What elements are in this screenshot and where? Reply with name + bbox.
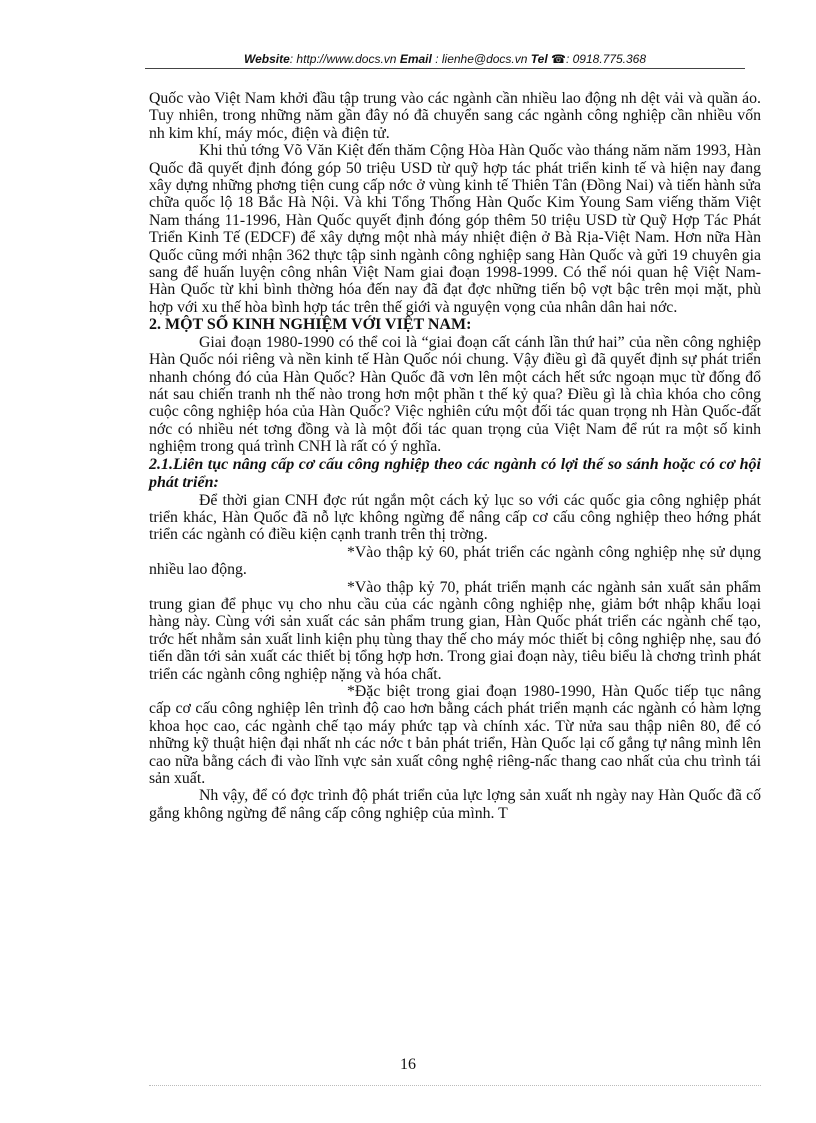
tel-value: : 0918.775.368 <box>565 52 647 66</box>
bottom-divider <box>149 1085 761 1086</box>
paragraph-1: Quốc vào Việt Nam khởi đầu tập trung vào các ngành cần nhiều lao động nh dệt vải và quần áo. Tuy nhiên, trong những năm gần đây nó đã chuyển sang các ngành công nghiệp cần nhiều vốn nh kim khí, máy móc, điện và điện tử. <box>149 90 761 142</box>
website-value: : http://www.docs.vn <box>289 52 397 66</box>
document-body <box>149 90 761 822</box>
page-number: 16 <box>400 1056 416 1073</box>
tel-label: Tel ☎ <box>530 52 566 66</box>
paragraph-5: *Vào thập kỷ 60, phát triển các ngành công nghiệp nhẹ sử dụng nhiều lao động. <box>149 543 761 579</box>
paragraph-2: Khi thủ tớng Võ Văn Kiệt đến thăm Cộng Hòa Hàn Quốc vào tháng năm năm 1993, Hàn Quốc đã quyết định đóng góp 50 triệu USD từ quỹ hợp tác phát triển kinh tế và hiện nay đang xây dựng những phơng tiện cung cấp nớc ở vùng kinh tế Thiên Tân (Đồng Nai) và tiến hành sửa chữa quốc lộ 18 Bắc Hà Nội. Và khi Tổng Thống Hàn Quốc Kim Young Sam viếng thăm Việt Nam tháng 11-1996, Hàn Quốc quyết định đóng góp thêm 50 triệu USD từ Quỹ Hợp Tác Phát Triển Kinh Tế (EDCF) để xây dựng một nhà máy nhiệt điện ở Bà Rịa-Việt Nam. Hơn nữa Hàn Quốc cũng mới nhận 362 thực tập sinh ngành công nghiệp sang Hàn Quốc và gửi 19 chuyên gia sang để huấn luyện công nhân Việt Nam giai đoạn 1998-1999. Có thể nói quan hệ Việt Nam-Hàn Quốc từ khi bình thờng hóa đến nay đã đạt đợc những tiến bộ vợt bậc trên mọi mặt, phù hợp với xu thế hòa bình hợp tác trên thế giới và nguyện vọng của nhân dân hai nớc. <box>149 142 761 316</box>
paragraph-6: *Vào thập kỷ 70, phát triển mạnh các ngành sản xuất sản phẩm trung gian để phục vụ cho nhu cầu của các ngành công nghiệp nhẹ, giảm bớt nhập khẩu loại hàng này. Cùng với sản xuất các sản phẩm trung gian, Hàn Quốc phát triển các ngành chế tạo, trớc hết nhằm sản xuất linh kiện phụ tùng thay thế cho máy móc thiết bị công nghiệp nhẹ, sau đó tiến dần tới sản xuất các thiết bị tổng hợp hơn. Trong giai đoạn này, tiêu biểu là chơng trình phát triển các ngành công nghiệp nặng và hóa chất. <box>149 578 761 683</box>
section-heading-2: 2. MỘT SỐ KINH NGHIỆM VỚI VIỆT NAM: <box>149 316 472 334</box>
paragraph-3: Giai đoạn 1980-1990 có thể coi là “giai đoạn cất cánh lần thứ hai” của nền công nghiệp Hàn Quốc nói riêng và nền kinh tế Hàn Quốc nói chung. Vậy điều gì đã quyết định sự phát triển nhanh chóng đó của Hàn Quốc? Hàn Quốc đã vơn lên một cách hết sức ngoạn mục từ đống đổ nát sau chiến tranh nh thế nào trong hơn một phần t thế kỷ qua? Điều gì là chìa khóa cho công cuộc công nghiệp hóa của Hàn Quốc? Việc nghiên cứu một đối tác quan trọng nh Hàn Quốc-đất nớc có nhiều nét tơng đồng và là một đối tác quan trọng của Việt Nam để rút ra một số kinh nghiệm trong quá trình CNH là rất có ý nghĩa. <box>149 333 761 456</box>
subsection-heading-2-1: 2.1.Liên tục nâng cấp cơ cấu công nghiệp theo các ngành có lợi thế so sánh hoặc có cơ hội phát triển: <box>149 455 761 491</box>
paragraph-7: *Đặc biệt trong giai đoạn 1980-1990, Hàn Quốc tiếp tục nâng cấp cơ cấu công nghiệp lên trình độ cao hơn bằng cách phát triển mạnh các ngành có hàm lợng khoa học cao, các ngành chế tạo máy phức tạp và chính xác. Từ nửa sau thập niên 80, để có những kỹ thuật hiện đại nhất nh các nớc t bản phát triển, Hàn Quốc lại cố gắng tự nâng mình lên cao nữa bằng cách đi vào lĩnh vực sản xuất công nghệ riêng-nấc thang cao nhất của chu trình tái sản xuất. <box>149 683 761 788</box>
page-header <box>145 52 745 69</box>
paragraph-4: Để thời gian CNH đợc rút ngắn một cách kỷ lục so với các quốc gia công nghiệp phát triển khác, Hàn Quốc đã nỗ lực không ngừng để nâng cấp cơ cấu công nghiệp theo hớng phát triển các ngành có điều kiện cạnh tranh trên thị trờng. <box>149 491 761 544</box>
paragraph-8: Nh vậy, để có đợc trình độ phát triển của lực lợng sản xuất nh ngày nay Hàn Quốc đã cố gắng không ngừng để nâng cấp công nghiệp của mình. T <box>149 787 761 822</box>
email-label: Email <box>399 52 432 66</box>
website-label: Website <box>243 52 290 66</box>
email-value: : lienhe@docs.vn <box>435 52 528 66</box>
